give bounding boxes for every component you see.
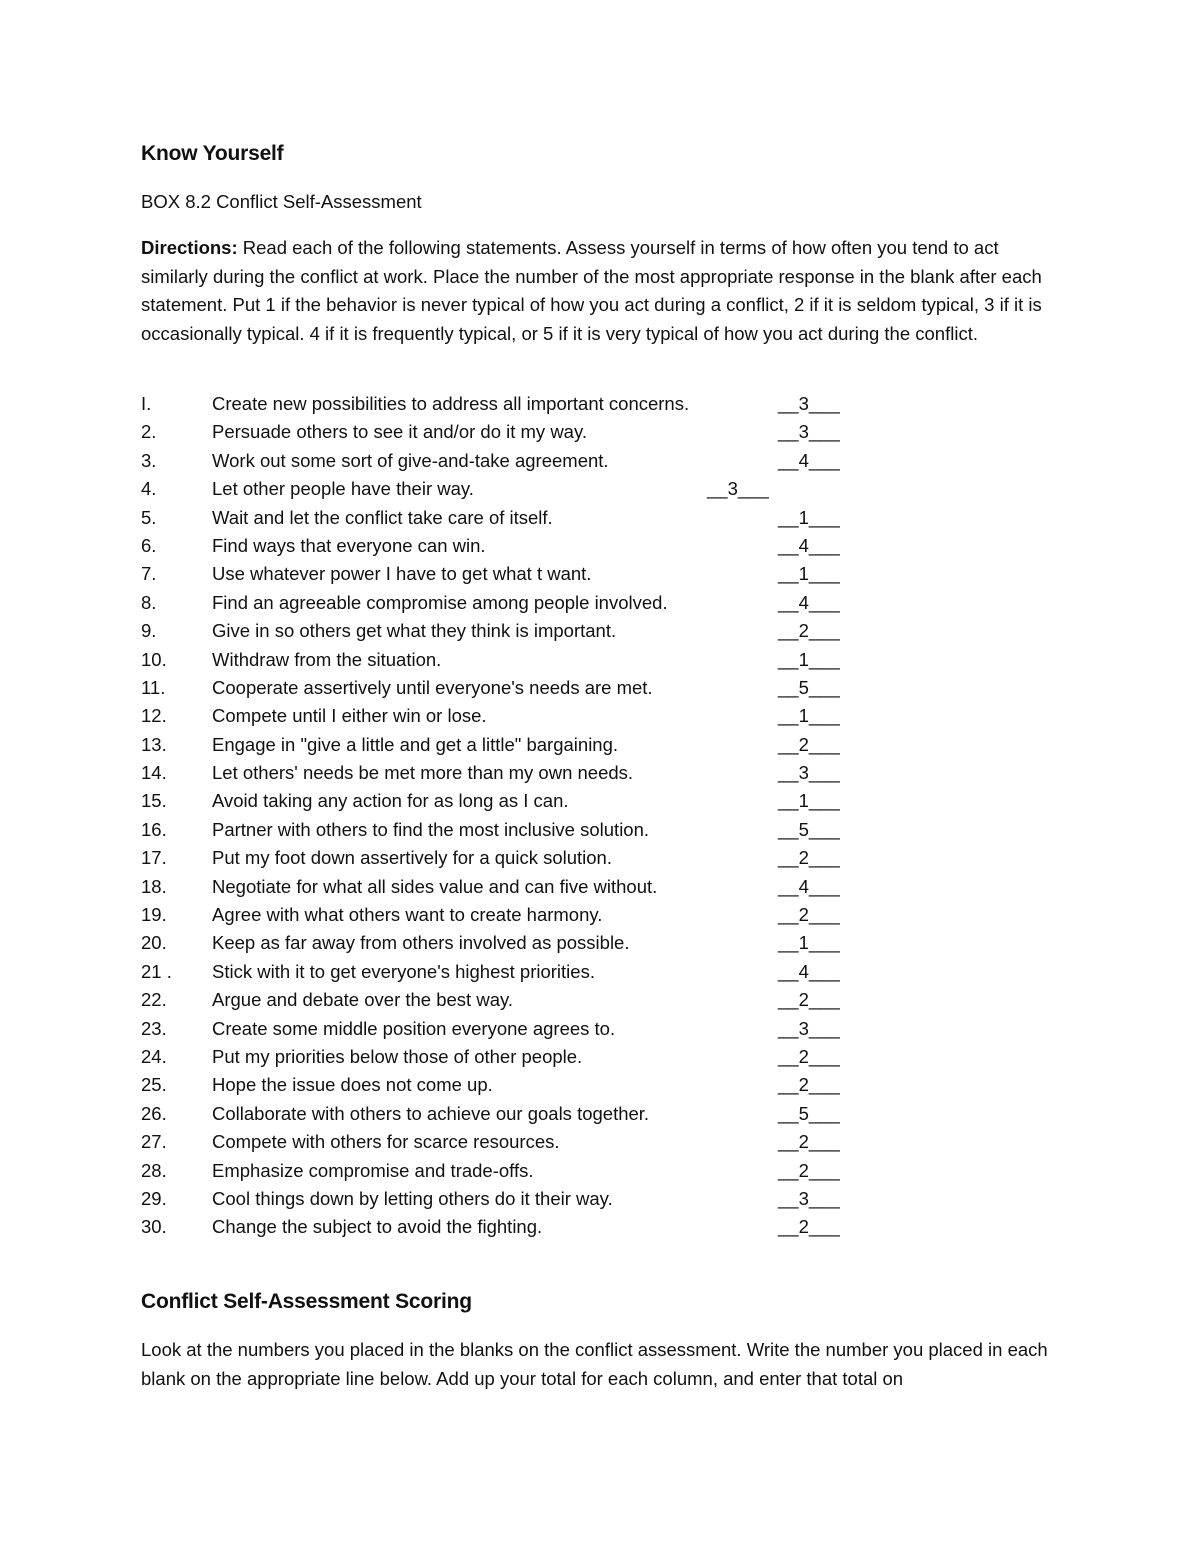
item-statement: Create some middle position everyone agrees to. <box>212 1017 616 1039</box>
item-number: 14. <box>141 762 167 784</box>
list-item <box>141 904 861 932</box>
item-answer-blank: __5___ <box>778 1102 840 1124</box>
item-statement: Agree with what others want to create harmony. <box>212 904 603 926</box>
item-answer-blank: __2___ <box>778 904 840 926</box>
item-answer-blank: __2___ <box>778 620 840 642</box>
item-answer-blank: __1___ <box>778 563 840 585</box>
item-statement: Work out some sort of give-and-take agreement. <box>212 449 609 471</box>
list-item <box>141 450 861 478</box>
list-item <box>141 734 861 762</box>
directions-label: Directions: <box>141 237 238 258</box>
list-item <box>141 620 861 648</box>
statement-list <box>141 393 861 1245</box>
item-number: 2. <box>141 421 157 443</box>
list-item <box>141 790 861 818</box>
item-statement: Engage in "give a little and get a little" bargaining. <box>212 733 619 755</box>
scoring-paragraph: Look at the numbers you placed in the blanks on the conflict assessment. Write the number you placed in each blank on the appropriate line below. Add up your total for each column, and enter that total on <box>141 1339 1048 1389</box>
item-answer-blank: __1___ <box>778 932 840 954</box>
item-statement: Put my foot down assertively for a quick solution. <box>212 847 612 869</box>
list-item <box>141 932 861 960</box>
item-statement: Collaborate with others to achieve our goals together. <box>212 1102 650 1124</box>
item-number: I. <box>141 393 152 414</box>
item-number: 23. <box>141 1017 167 1039</box>
list-item <box>141 989 861 1017</box>
item-statement: Cooperate assertively until everyone's needs are met. <box>212 676 653 698</box>
item-statement: Persuade others to see it and/or do it my way. <box>212 421 587 443</box>
list-item <box>141 1188 861 1216</box>
item-statement: Let others' needs be met more than my own needs. <box>212 762 634 784</box>
item-statement: Keep as far away from others involved as possible. <box>212 932 630 954</box>
item-number: 3. <box>141 449 157 471</box>
item-number: 10. <box>141 648 167 670</box>
item-statement: Compete with others for scarce resources. <box>212 1131 560 1153</box>
list-item <box>141 478 861 506</box>
item-number: 11. <box>141 676 166 698</box>
list-item <box>141 1103 861 1131</box>
item-number: 7. <box>141 563 157 585</box>
item-number: 15. <box>141 790 167 812</box>
item-answer-blank: __3___ <box>778 762 840 784</box>
item-answer-blank: __4___ <box>778 875 840 897</box>
item-answer-blank: __4___ <box>778 960 840 982</box>
item-answer-blank: __2___ <box>778 1216 840 1238</box>
directions-paragraph <box>141 234 1061 348</box>
item-answer-blank: __2___ <box>778 1131 840 1153</box>
list-item <box>141 393 861 421</box>
item-answer-blank: __2___ <box>778 1074 840 1096</box>
item-answer-blank: __2___ <box>778 1045 840 1067</box>
item-number: 8. <box>141 591 157 613</box>
item-answer-blank: __3___ <box>778 393 840 414</box>
item-number: 29. <box>141 1187 167 1209</box>
item-number: 13. <box>141 733 167 755</box>
item-statement: Stick with it to get everyone's highest priorities. <box>212 960 595 982</box>
item-answer-blank: __2___ <box>778 989 840 1011</box>
page-title: Know Yourself <box>141 142 284 165</box>
item-statement: Argue and debate over the best way. <box>212 989 513 1011</box>
item-number: 12. <box>141 705 167 727</box>
item-answer-blank: __2___ <box>778 847 840 869</box>
item-statement: Avoid taking any action for as long as I can. <box>212 790 569 812</box>
item-answer-blank: __4___ <box>778 534 840 556</box>
list-item <box>141 677 861 705</box>
item-number: 30. <box>141 1216 167 1238</box>
item-statement: Use whatever power I have to get what t want. <box>212 563 592 585</box>
item-answer-blank: __3___ <box>778 1017 840 1039</box>
item-number: 16. <box>141 818 167 840</box>
item-statement: Wait and let the conflict take care of itself. <box>212 506 553 528</box>
item-statement: Change the subject to avoid the fighting. <box>212 1216 543 1238</box>
list-item <box>141 847 861 875</box>
list-item <box>141 592 861 620</box>
item-number: 9. <box>141 620 157 642</box>
item-statement: Let other people have their way. <box>212 478 474 500</box>
list-item <box>141 762 861 790</box>
item-statement: Withdraw from the situation. <box>212 648 442 670</box>
directions-text: Read each of the following statements. Assess yourself in terms of how often you tend to act similarly during the conflict at work. Place the number of the most appropriate response in the blank after each statement. Put 1 if the behavior is never typical of how you act during a conflict, 2 if it is seldom typical, 3 if it is occasionally typical. 4 if it is frequently typical, or 5 if it is very typical of how you act during the conflict. <box>141 237 1042 344</box>
item-number: 21 . <box>141 960 172 982</box>
item-answer-blank: __3___ <box>778 1187 840 1209</box>
list-item <box>141 705 861 733</box>
item-number: 4. <box>141 478 157 500</box>
item-statement: Compete until I either win or lose. <box>212 705 487 727</box>
item-number: 24. <box>141 1045 167 1067</box>
list-item <box>141 876 861 904</box>
item-statement: Find an agreeable compromise among people involved. <box>212 591 668 613</box>
item-statement: Emphasize compromise and trade-offs. <box>212 1159 534 1181</box>
item-answer-blank: __4___ <box>778 449 840 471</box>
item-statement: Cool things down by letting others do it their way. <box>212 1187 613 1209</box>
item-number: 27. <box>141 1131 167 1153</box>
item-number: 5. <box>141 506 157 528</box>
item-answer-blank: __1___ <box>778 648 840 670</box>
item-statement: Hope the issue does not come up. <box>212 1074 493 1096</box>
item-answer-blank: __1___ <box>778 506 840 528</box>
item-statement: Negotiate for what all sides value and can five without. <box>212 875 658 897</box>
item-statement: Find ways that everyone can win. <box>212 534 486 556</box>
item-number: 28. <box>141 1159 167 1181</box>
item-answer-blank: __3___ <box>778 421 840 443</box>
list-item <box>141 1131 861 1159</box>
item-number: 17. <box>141 847 167 869</box>
item-statement: Give in so others get what they think is important. <box>212 620 617 642</box>
item-number: 20. <box>141 932 167 954</box>
list-item <box>141 421 861 449</box>
item-statement: Partner with others to find the most inclusive solution. <box>212 818 650 840</box>
list-item <box>141 1018 861 1046</box>
item-statement: Put my priorities below those of other people. <box>212 1045 583 1067</box>
list-item <box>141 1046 861 1074</box>
item-answer-blank: __5___ <box>778 818 840 840</box>
item-answer-blank: __1___ <box>778 705 840 727</box>
list-item <box>141 1216 861 1244</box>
item-answer-blank: __5___ <box>778 676 840 698</box>
list-item <box>141 507 861 535</box>
list-item <box>141 649 861 677</box>
item-number: 19. <box>141 904 167 926</box>
item-statement: Create new possibilities to address all important concerns. <box>212 393 690 414</box>
item-answer-blank: __2___ <box>778 733 840 755</box>
item-answer-blank: __2___ <box>778 1159 840 1181</box>
item-answer-blank: __1___ <box>778 790 840 812</box>
list-item <box>141 819 861 847</box>
list-item <box>141 961 861 989</box>
item-number: 22. <box>141 989 167 1011</box>
item-number: 25. <box>141 1074 167 1096</box>
scoring-heading: Conflict Self-Assessment Scoring <box>141 1290 472 1313</box>
list-item <box>141 535 861 563</box>
list-item <box>141 563 861 591</box>
item-answer-blank: __4___ <box>778 591 840 613</box>
box-label: BOX 8.2 Conflict Self-Assessment <box>141 191 422 212</box>
list-item <box>141 1160 861 1188</box>
item-answer-blank: __3___ <box>707 478 769 500</box>
item-number: 6. <box>141 534 157 556</box>
item-number: 18. <box>141 875 167 897</box>
list-item <box>141 1074 861 1102</box>
item-number: 26. <box>141 1102 167 1124</box>
